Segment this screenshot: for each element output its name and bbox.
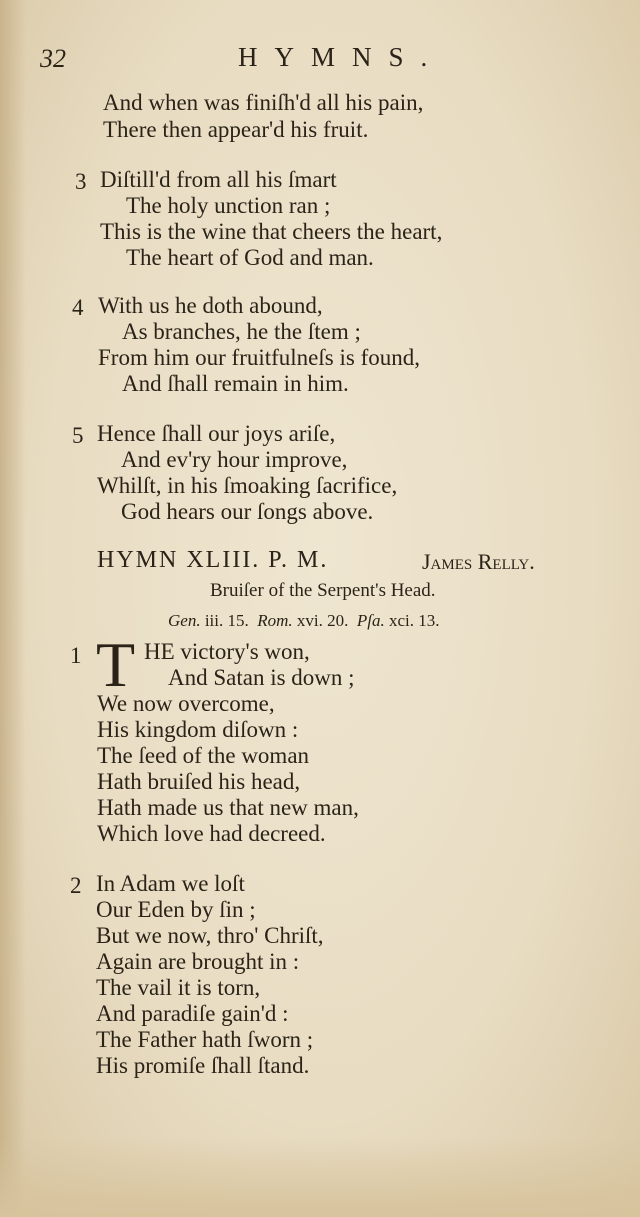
ref-book: Gen. [168, 611, 201, 630]
verse-line: As branches, he the ſtem ; [122, 319, 361, 344]
ref-chapter: iii. 15. [200, 611, 249, 630]
verse-line: The Father hath ſworn ; [96, 1027, 314, 1052]
verse-line: And paradiſe gain'd : [96, 1001, 289, 1026]
verse-line: HE victory's won, [144, 639, 310, 664]
verse-line: The holy unction ran ; [126, 193, 331, 218]
hymn-title: HYMN XLIII. P. M. [97, 547, 329, 573]
verse-line: Again are brought in : [96, 949, 300, 974]
ref-chapter: xci. 13. [384, 611, 440, 630]
verse-line: This is the wine that cheers the heart, [100, 219, 443, 244]
stanza-number: 4 [72, 295, 84, 320]
verse-line: And ev'ry hour improve, [121, 447, 348, 472]
ref-chapter: xvi. 20. [292, 611, 349, 630]
verse-line: And ſhall remain in him. [122, 371, 349, 396]
verse-line: There then appear'd his fruit. [103, 117, 369, 142]
verse-line: His kingdom diſown : [97, 717, 299, 742]
stanza-number: 1 [70, 643, 82, 668]
verse-line: But we now, thro' Chriſt, [96, 923, 324, 948]
verse-line: Hath made us that new man, [97, 795, 359, 820]
ref-book: Rom. [257, 611, 293, 630]
verse-line: We now overcome, [97, 691, 275, 716]
verse-line: Hath bruiſed his head, [97, 769, 301, 794]
verse-line: The heart of God and man. [126, 245, 374, 270]
verse-line: The ſeed of the woman [97, 743, 310, 768]
verse-line: With us he doth abound, [98, 293, 323, 318]
verse-line: Our Eden by ſin ; [96, 897, 256, 922]
scripture-references [168, 611, 440, 631]
verse-line: And Satan is down ; [168, 665, 355, 690]
verse-line: God hears our ſongs above. [121, 499, 374, 524]
page-gutter-shadow [0, 0, 26, 1217]
hymn-author: James Relly. [422, 549, 535, 574]
verse-line: In Adam we loſt [96, 871, 245, 896]
stanza-number: 3 [75, 169, 87, 194]
ref-book: Pſa. [356, 611, 385, 630]
page-number: 32 [40, 44, 66, 73]
verse-line: From him our fruitfulneſs is found, [98, 345, 420, 370]
running-head: HYMNS. [238, 42, 445, 72]
verse-line: And when was finiſh'd all his pain, [103, 90, 424, 115]
stanza-number: 5 [72, 423, 84, 448]
verse-line: Diſtill'd from all his ſmart [100, 167, 337, 192]
verse-line: Which love had decreed. [97, 821, 326, 846]
verse-line: Whilſt, in his ſmoaking ſacrifice, [97, 473, 398, 498]
verse-line: The vail it is torn, [96, 975, 261, 1000]
stanza-number: 2 [70, 873, 82, 898]
verse-line: His promiſe ſhall ſtand. [96, 1053, 310, 1078]
drop-cap: T [96, 629, 136, 700]
verse-line: Hence ſhall our joys ariſe, [97, 421, 336, 446]
page-bottom-stain [0, 1137, 640, 1217]
hymn-subtitle: Bruiſer of the Serpent's Head. [210, 580, 436, 601]
